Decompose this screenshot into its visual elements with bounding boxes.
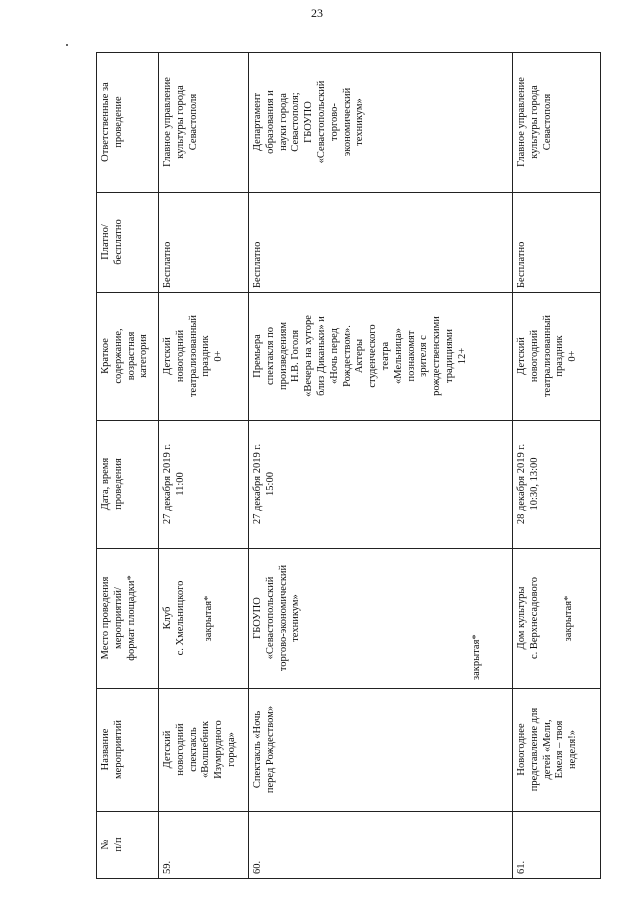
event-responsible: Департамент образования и науки города Севастополя; ГБОУПО «Севастопольский торгово- экономический техникум» [249, 53, 513, 193]
event-price: Бесплатно [159, 193, 249, 293]
table-row [159, 53, 249, 879]
event-name: Детский новогодний спектакль «Волшебник Изумрудного города» [159, 689, 249, 812]
venue-format: закрытая* [563, 595, 574, 642]
event-price: Бесплатно [513, 193, 601, 293]
header-resp: Ответственные за проведение [97, 53, 159, 193]
table-row [249, 53, 513, 879]
header-date: Дата, время проведения [97, 421, 159, 549]
venue-format: закрытая* [471, 634, 482, 680]
row-number: 60. [249, 812, 513, 879]
header-num: № п/п [97, 812, 159, 879]
table-header-row [97, 53, 159, 879]
event-description: Премьера спектакля по произведениям Н.В. Гоголя «Вечера на хуторе близ Диканьки» и «Ночь перед Рождеством». Актеры студенческого театра «Мельница» познакомят зрителя с рождественскими традициями 12+ [249, 293, 513, 421]
event-place: Клуб с. Хмельницкого [162, 580, 186, 656]
page-number: 23 [311, 6, 323, 20]
event-description: Детский новогодний театрализованный праздник 0+ [159, 293, 249, 421]
header-name: Название мероприятий [97, 689, 159, 812]
event-responsible: Главное управление культуры города Севастополя [513, 53, 601, 193]
table-row [513, 53, 601, 879]
event-responsible: Главное управление культуры города Севастополя [159, 53, 249, 193]
event-date: 28 декабря 2019 г. 10:30, 13:00 [513, 421, 601, 549]
scan-speck [66, 44, 68, 46]
event-price: Бесплатно [249, 193, 513, 293]
row-number: 61. [513, 812, 601, 879]
event-date: 27 декабря 2019 г. 11:00 [159, 421, 249, 549]
header-place: Место проведения мероприятий/ формат площадки* [97, 549, 159, 689]
event-place-cell [159, 549, 249, 689]
event-place-cell [513, 549, 601, 689]
events-table-rotated [96, 53, 600, 879]
event-place-cell [249, 549, 513, 689]
event-name: Спектакль «Ночь перед Рождеством» [249, 689, 513, 812]
events-table [96, 52, 601, 879]
event-name: Новогоднее представление для детей «Мели, Емеля – твоя неделя!» [513, 689, 601, 812]
event-description: Детский новогодний театрализованный праздник 0+ [513, 293, 601, 421]
event-place: Дом культуры с. Верхнесадового [516, 576, 540, 660]
header-paid: Платно/ бесплатно [97, 193, 159, 293]
header-desc: Краткое содержание, возрастная категория [97, 293, 159, 421]
venue-format: закрытая* [203, 595, 214, 642]
event-date: 27 декабря 2019 г. 15:00 [249, 421, 513, 549]
event-place: ГБОУПО «Севастопольский торгово-экономический техникум» [252, 564, 302, 672]
row-number: 59. [159, 812, 249, 879]
